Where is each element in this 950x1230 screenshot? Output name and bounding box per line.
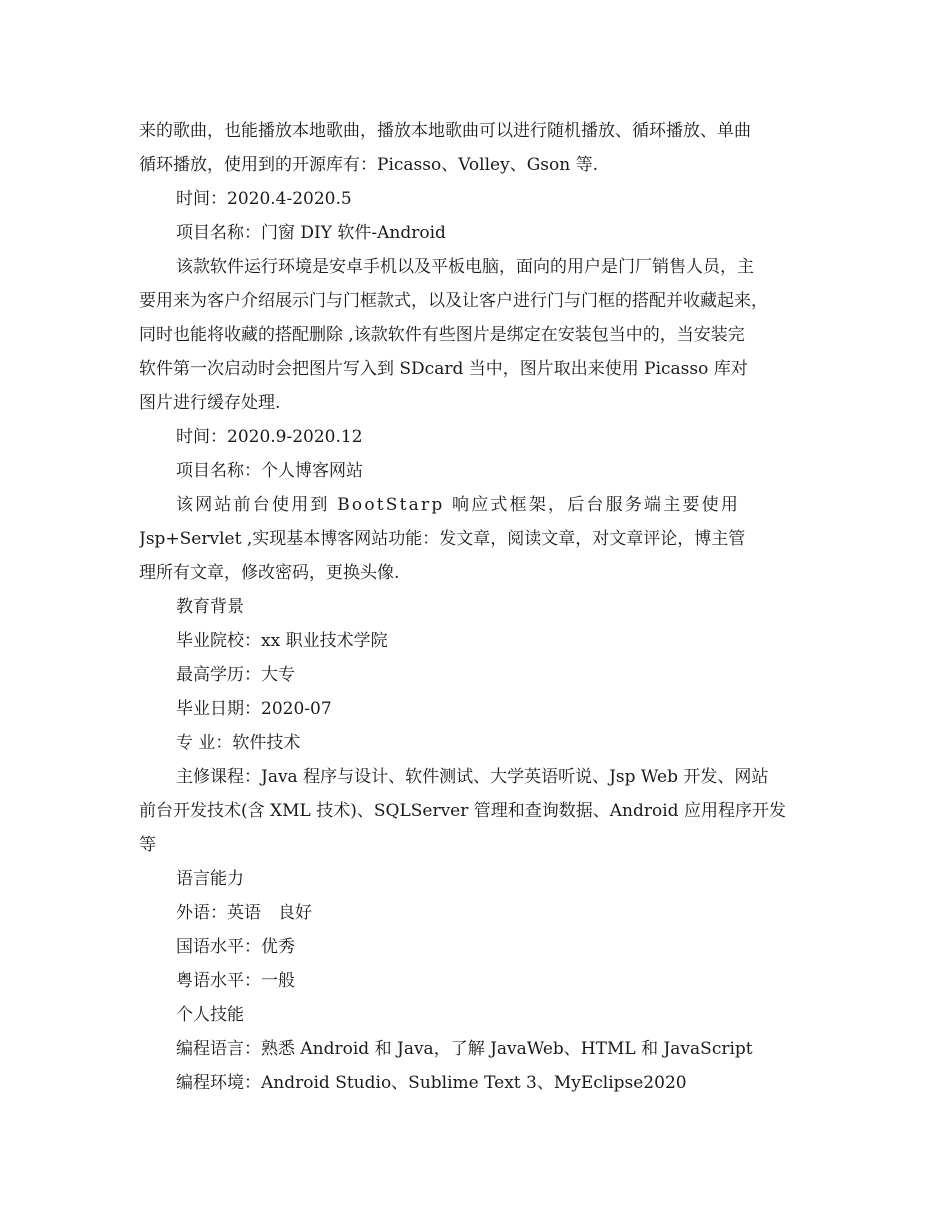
school-field: 毕业院校：xx 职业技术学院 [176,631,388,651]
foreign-language-field: 外语：英语 良好 [176,903,312,923]
text-line: 等 [139,835,156,855]
text-line: 软件第一次启动时会把图片写入到 SDcard 当中，图片取出来使用 Picasso 库对 [139,359,748,379]
text-line: Jsp+Servlet ,实现基本博客网站功能：发文章，阅读文章，对文章评论，博主管 [139,529,746,549]
text-line: 循环播放，使用到的开源库有：Picasso、Volley、Gson 等. [139,155,598,175]
major-field: 专 业：软件技术 [176,733,301,753]
text-line: 该款软件运行环境是安卓手机以及平板电脑，面向的用户是门厂销售人员，主 [176,257,754,277]
section-heading-language: 语言能力 [176,869,244,889]
resume-body [139,114,815,1100]
mandarin-level-field: 国语水平：优秀 [176,937,295,957]
text-line: 理所有文章，修改密码，更换头像. [139,563,400,583]
cantonese-level-field: 粤语水平：一般 [176,971,295,991]
text-line: 图片进行缓存处理. [139,393,281,413]
project-name: 项目名称：个人博客网站 [176,461,363,481]
graduation-date-field: 毕业日期：2020-07 [176,699,332,719]
programming-languages-field: 编程语言：熟悉 Android 和 Java，了解 JavaWeb、HTML 和 JavaScript [176,1039,753,1059]
text-line: 来的歌曲，也能播放本地歌曲，播放本地歌曲可以进行随机播放、循环播放、单曲 [139,121,751,141]
courses-field: 主修课程：Java 程序与设计、软件测试、大学英语听说、Jsp Web 开发、网站 [176,767,769,787]
degree-field: 最高学历：大专 [176,665,295,685]
section-heading-education: 教育背景 [176,597,244,617]
project-time: 时间：2020.9-2020.12 [176,427,363,447]
text-line: 该网站前台使用到 BootStarp 响应式框架，后台服务端主要使用 [176,495,741,515]
programming-environment-field: 编程环境：Android Studio、Sublime Text 3、MyEclipse2020 [176,1073,687,1093]
text-line: 要用来为客户介绍展示门与门框款式，以及让客户进行门与门框的搭配并收藏起来， [139,291,768,311]
project-name: 项目名称：门窗 DIY 软件-Android [176,223,446,243]
text-line: 前台开发技术(含 XML 技术)、SQLServer 管理和查询数据、Android 应用程序开发 [139,801,786,821]
project-time: 时间：2020.4-2020.5 [176,189,352,209]
section-heading-skills: 个人技能 [176,1005,244,1025]
text-line: 同时也能将收藏的搭配删除 ,该款软件有些图片是绑定在安装包当中的，当安装完 [139,325,745,345]
